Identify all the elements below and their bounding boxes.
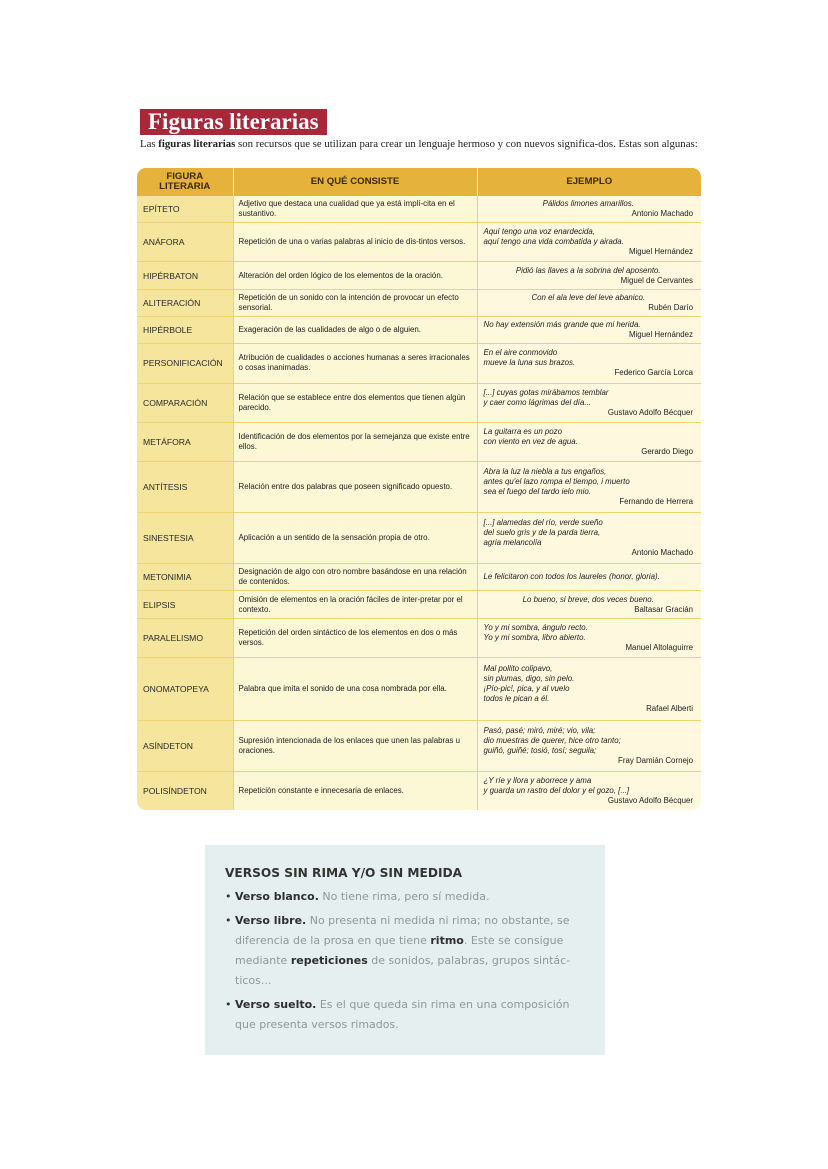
- table-row: [137, 289, 701, 316]
- example-line: dio muestras de querer, hice otro tanto;: [483, 735, 621, 745]
- bullet-icon: •: [225, 998, 232, 1011]
- table-row: [137, 383, 701, 422]
- bullet-icon: •: [225, 890, 232, 903]
- figure-example: [477, 461, 701, 512]
- example-line: ¿Y ríe y llora y aborrece y ama: [483, 775, 592, 785]
- figure-definition: Relación que se establece entre dos elementos que tienen algún parecido.: [233, 383, 477, 422]
- example-line: con viento en vez de agua.: [483, 436, 578, 446]
- intro-text-start: Las: [140, 138, 159, 150]
- table-row: [137, 223, 701, 262]
- blank-verse-term: Verso blanco.: [235, 890, 319, 903]
- figure-example: [477, 591, 701, 618]
- figure-definition: Atribución de cualidades o acciones humanas a seres irracionales o cosas inanimadas.: [233, 344, 477, 383]
- example-line: La guitarra es un pozo: [483, 426, 563, 436]
- free-verse-emphasis-repetitions: repeticiones: [290, 954, 368, 967]
- figure-name: COMPARACIÓN: [137, 383, 233, 422]
- header-definition: EN QUÉ CONSISTE: [233, 168, 477, 196]
- table-row: [137, 317, 701, 344]
- table-row: [137, 196, 701, 223]
- figure-example: [477, 512, 701, 563]
- figure-example: [477, 771, 701, 810]
- free-verse-term: Verso libre.: [235, 914, 307, 927]
- intro-bold-term: figuras literarias: [158, 138, 236, 150]
- example-author: Antonio Machado: [631, 209, 693, 219]
- figure-example: [477, 289, 701, 316]
- figure-definition: Repetición de una o varias palabras al inicio de dis-tintos versos.: [233, 223, 477, 262]
- figure-example: [477, 262, 701, 289]
- example-author: Rafael Alberti: [646, 703, 693, 713]
- table-row: [137, 657, 701, 720]
- figure-definition: Adjetivo que destaca una cualidad que ya está implí-cita en el sustantivo.: [233, 196, 477, 223]
- blank-verse-text: No tiene rima, pero sí medida.: [318, 890, 490, 903]
- figure-name: ONOMATOPEYA: [137, 657, 233, 720]
- figure-name: METONIMIA: [137, 564, 233, 591]
- list-item-blank-verse: [225, 887, 591, 907]
- figure-definition: Palabra que imita el sonido de una cosa nombrada por ella.: [233, 657, 477, 720]
- example-author: Gerardo Diego: [641, 446, 693, 456]
- page-title: Figuras literarias: [140, 109, 327, 135]
- list-item-free-verse: [225, 911, 591, 991]
- example-author: Baltasar Gracián: [634, 604, 693, 614]
- table-row: [137, 262, 701, 289]
- example-line: Con el ala leve del leve abanico.: [531, 292, 646, 302]
- loose-verse-term: Verso suelto.: [235, 998, 317, 1011]
- example-line: En el aire conmovido: [483, 348, 558, 358]
- example-line: agria melancolía: [483, 538, 542, 547]
- example-author: Gustavo Adolfo Bécquer: [607, 795, 693, 805]
- figure-definition: Designación de algo con otro nombre basándose en una relación de contenidos.: [233, 564, 477, 591]
- example-line: todos le pican a él.: [483, 693, 550, 703]
- verse-list: [225, 887, 591, 1035]
- example-line: [...] alamedas del río, verde sueño: [483, 518, 603, 527]
- example-author: Miguel de Cervantes: [620, 275, 693, 285]
- table-row: [137, 591, 701, 618]
- figure-name: PARALELISMO: [137, 618, 233, 657]
- figure-name: ELIPSIS: [137, 591, 233, 618]
- header-example: EJEMPLO: [477, 168, 701, 196]
- intro-text-end: son recursos que se utilizan para crear un lenguaje hermoso y con nuevos significa-dos. Estas son algunas:: [235, 138, 698, 150]
- figure-definition: Exageración de las cualidades de algo o de alguien.: [233, 317, 477, 344]
- example-line: sin plumas, digo, sin pelo.: [483, 673, 575, 683]
- table-header-row: [137, 168, 701, 196]
- example-line: Yo y mi sombra, libro abierto.: [483, 632, 586, 642]
- figure-name: ANÁFORA: [137, 223, 233, 262]
- example-line: antes qu'el lazo rompa el tiempo, i muerto: [483, 476, 630, 486]
- table-row: [137, 422, 701, 461]
- figure-name: ANTÍTESIS: [137, 461, 233, 512]
- intro-paragraph: [140, 138, 705, 150]
- example-author: Federico García Lorca: [614, 368, 693, 378]
- free-verse-emphasis-rhythm: ritmo: [430, 934, 464, 947]
- figure-definition: Supresión intencionada de los enlaces que unen las palabras u oraciones.: [233, 720, 477, 771]
- example-author: Miguel Hernández: [628, 247, 693, 257]
- figure-example: [477, 657, 701, 720]
- example-line: aquí tengo una vida combatida y airada.: [483, 237, 624, 247]
- example-line: Aquí tengo una voz enardecida,: [483, 227, 595, 237]
- figure-definition: Repetición de un sonido con la intención de provocar un efecto sensorial.: [233, 289, 477, 316]
- table-row: [137, 618, 701, 657]
- free-verse-text-2: . Este se consigue mediante: [235, 934, 564, 967]
- free-verse-text-3: de sonidos, palabras, grupos sintác-ticos...: [235, 954, 571, 987]
- example-author: Fray Damián Cornejo: [618, 755, 693, 765]
- figure-name: PERSONIFICACIÓN: [137, 344, 233, 383]
- figure-example: [477, 618, 701, 657]
- example-author: Miguel Hernández: [628, 330, 693, 340]
- example-line: y caer como lágrimas del día...: [483, 397, 591, 407]
- bullet-icon: •: [225, 914, 232, 927]
- figure-name: POLISÍNDETON: [137, 771, 233, 810]
- example-line: Yo y mi sombra, ángulo recto.: [483, 622, 588, 632]
- example-author: Rubén Darío: [648, 302, 693, 312]
- figure-definition: Repetición constante e innecesaria de enlaces.: [233, 771, 477, 810]
- figure-definition: Identificación de dos elementos por la semejanza que existe entre ellos.: [233, 422, 477, 461]
- table-row: [137, 720, 701, 771]
- figure-definition: Aplicación a un sentido de la sensación propia de otro.: [233, 512, 477, 563]
- example-line: Le felicitaron con todos los laureles (honor, gloria).: [483, 572, 660, 582]
- figure-definition: Repetición del orden sintáctico de los elementos en dos o más versos.: [233, 618, 477, 657]
- figure-definition: Omisión de elementos en la oración fáciles de inter-pretar por el contexto.: [233, 591, 477, 618]
- table-body: [137, 196, 701, 810]
- free-verse-text-1: No presenta ni medida ni rima; no obstante, se diferencia de la prosa en que tiene: [235, 914, 570, 947]
- example-author: Manuel Altolaguirre: [625, 642, 693, 652]
- header-figure: FIGURA LITERARIA: [137, 168, 233, 196]
- example-line: [...] cuyas gotas mirábamos temblar: [483, 387, 609, 397]
- example-author: Fernando de Herrera: [619, 496, 693, 506]
- figure-example: [477, 422, 701, 461]
- example-line: ¡Pío-pic!, pica, y al vuelo: [483, 683, 570, 693]
- figure-definition: Relación entre dos palabras que poseen significado opuesto.: [233, 461, 477, 512]
- example-line: sea el fuego del tardo ielo mio.: [483, 486, 591, 496]
- example-line: Pálidos limones amarillos.: [542, 199, 634, 209]
- example-line: Abra la luz la niebla a tus engaños,: [483, 466, 607, 476]
- example-line: Pasó, pasé; miró, miré; vio, vila;: [483, 725, 596, 735]
- figure-definition: Alteración del orden lógico de los elementos de la oración.: [233, 262, 477, 289]
- figure-example: [477, 383, 701, 422]
- figure-name: ALITERACIÓN: [137, 289, 233, 316]
- table-row: [137, 771, 701, 810]
- figure-example: [477, 720, 701, 771]
- figure-name: METÁFORA: [137, 422, 233, 461]
- box-title: VERSOS SIN RIMA Y/O SIN MEDIDA: [225, 866, 463, 880]
- loose-verse-text: Es el que queda sin rima en una composición que presenta versos rimados.: [235, 998, 570, 1031]
- example-author: Gustavo Adolfo Bécquer: [607, 407, 693, 417]
- example-line: Pidió las llaves a la sobrina del aposento.: [515, 265, 661, 275]
- figures-table: [137, 168, 701, 810]
- table-row: [137, 512, 701, 563]
- example-line: guiñó, guiñé; tosió, tosí; seguila;: [483, 745, 597, 755]
- figure-name: HIPÉRBATON: [137, 262, 233, 289]
- list-item-loose-verse: [225, 995, 591, 1035]
- figure-name: HIPÉRBOLE: [137, 317, 233, 344]
- figure-example: [477, 344, 701, 383]
- figure-example: [477, 196, 701, 223]
- example-author: Antonio Machado: [631, 548, 693, 557]
- example-line: Lo bueno, si breve, dos veces bueno.: [522, 594, 654, 604]
- table-row: [137, 564, 701, 591]
- example-line: y guarda un rastro del dolor y el gozo, [...]: [483, 785, 630, 795]
- figure-name: ASÍNDETON: [137, 720, 233, 771]
- table-row: [137, 344, 701, 383]
- figure-name: EPÍTETO: [137, 196, 233, 223]
- example-line: No hay extensión más grande que mi herida.: [483, 320, 641, 330]
- figures-table-container: [137, 168, 701, 810]
- figure-example: [477, 223, 701, 262]
- verse-info-box: [205, 845, 605, 1055]
- figure-example: [477, 317, 701, 344]
- table-row: [137, 461, 701, 512]
- figure-example: [477, 564, 701, 591]
- example-line: Mal pollito colipavo,: [483, 663, 553, 673]
- example-line: del suelo gris y de la parda tierra,: [483, 528, 601, 537]
- example-line: mueve la luna sus brazos.: [483, 358, 576, 368]
- figure-name: SINESTESIA: [137, 512, 233, 563]
